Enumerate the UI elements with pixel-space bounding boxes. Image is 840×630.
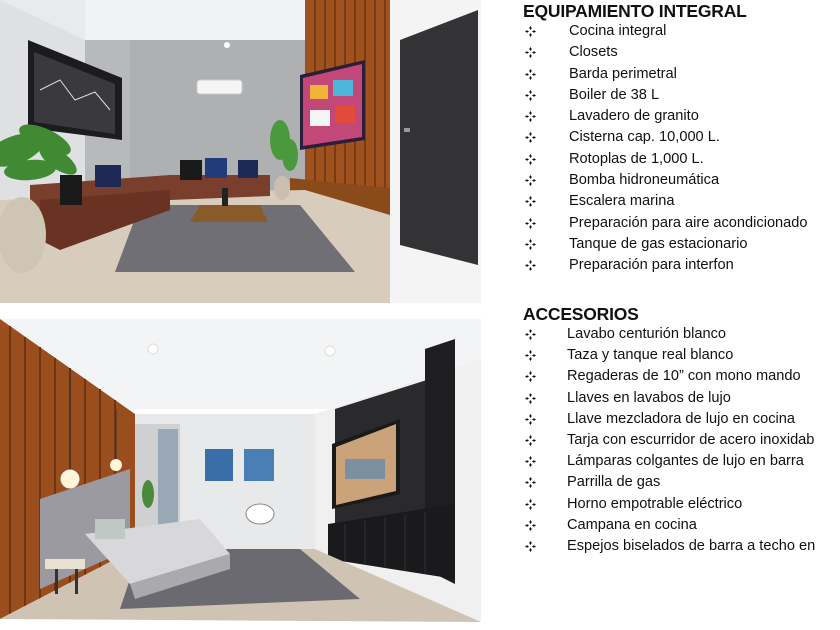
equipamiento-item: [523, 21, 840, 42]
four-diamond-bullet-icon: [525, 515, 539, 536]
equipamiento-item-label: Rotoplas de 1,000 L.: [569, 150, 704, 167]
four-diamond-bullet-icon: [525, 149, 539, 170]
four-diamond-bullet-icon: [525, 536, 539, 557]
accesorios-item: [523, 430, 840, 451]
equipamiento-item-label: Preparación para interfon: [569, 257, 734, 274]
accesorios-section: [523, 303, 840, 557]
equipamiento-item-label: Barda perimetral: [569, 65, 677, 82]
equipamiento-item: [523, 42, 840, 63]
equipamiento-item-label: Boiler de 38 L: [569, 86, 660, 103]
equipamiento-item-label: Cocina integral: [569, 23, 667, 39]
equipamiento-item: [523, 234, 840, 255]
four-diamond-bullet-icon: [525, 409, 539, 430]
equipamiento-item: [523, 191, 840, 212]
four-diamond-bullet-icon: [525, 64, 539, 85]
accesorios-item-label: Espejos biselados de barra a techo en: [567, 537, 816, 554]
four-diamond-bullet-icon: [525, 85, 539, 106]
equipamiento-list: [523, 21, 840, 277]
four-diamond-bullet-icon: [525, 451, 539, 472]
equipamiento-item: [523, 255, 840, 276]
accesorios-item-label: Llaves en lavabos de lujo: [567, 389, 731, 406]
equipamiento-title: EQUIPAMIENTO INTEGRAL: [523, 1, 747, 21]
four-diamond-bullet-icon: [525, 127, 539, 148]
accesorios-item-label: Lavabo centurión blanco: [567, 326, 727, 342]
four-diamond-bullet-icon: [525, 213, 539, 234]
four-diamond-bullet-icon: [525, 234, 539, 255]
four-diamond-bullet-icon: [525, 255, 539, 276]
accesorios-item-label: Llave mezcladora de lujo en cocina: [567, 410, 795, 427]
four-diamond-bullet-icon: [525, 21, 539, 42]
accesorios-item-label: Horno empotrable eléctrico: [567, 495, 743, 512]
accesorios-item-label: Taza y tanque real blanco: [567, 347, 734, 364]
accesorios-item: [523, 536, 840, 557]
four-diamond-bullet-icon: [525, 494, 539, 515]
accesorios-item: [523, 515, 840, 536]
four-diamond-bullet-icon: [525, 170, 539, 191]
equipamiento-item: [523, 64, 840, 85]
accesorios-title: ACCESORIOS: [523, 304, 639, 324]
equipamiento-item-label: Preparación para aire acondicionado: [569, 214, 808, 231]
equipamiento-item-label: Tanque de gas estacionario: [569, 235, 748, 252]
accesorios-item-label: Campana en cocina: [567, 516, 697, 533]
four-diamond-bullet-icon: [525, 42, 539, 63]
equipamiento-item-label: Bomba hidroneumática: [569, 172, 720, 189]
four-diamond-bullet-icon: [525, 388, 539, 409]
four-diamond-bullet-icon: [525, 106, 539, 127]
equipamiento-item-label: Escalera marina: [569, 193, 675, 210]
equipamiento-item: [523, 149, 840, 170]
accesorios-item: [523, 409, 840, 430]
four-diamond-bullet-icon: [525, 366, 539, 387]
four-diamond-bullet-icon: [525, 430, 539, 451]
four-diamond-bullet-icon: [525, 324, 539, 345]
equipamiento-item: [523, 85, 840, 106]
accesorios-item-label: Parrilla de gas: [567, 474, 661, 491]
equipamiento-item: [523, 213, 840, 234]
accesorios-item-label: Lámparas colgantes de lujo en barra: [567, 453, 804, 470]
accesorios-item: [523, 366, 840, 387]
accesorios-list: [523, 324, 840, 557]
equipamiento-item: [523, 106, 840, 127]
accesorios-item: [523, 494, 840, 515]
four-diamond-bullet-icon: [525, 472, 539, 493]
accesorios-item: [523, 345, 840, 366]
equipamiento-item-label: Cisterna cap. 10,000 L.: [569, 129, 720, 146]
bedroom-render: [0, 319, 481, 622]
four-diamond-bullet-icon: [525, 191, 539, 212]
equipamiento-section: [523, 0, 840, 277]
equipamiento-item: [523, 170, 840, 191]
equipamiento-item-label: Closets: [569, 44, 618, 61]
accesorios-item: [523, 324, 840, 345]
accesorios-item-label: Regaderas de 10” con mono mando: [567, 368, 801, 385]
four-diamond-bullet-icon: [525, 345, 539, 366]
accesorios-item: [523, 451, 840, 472]
equipamiento-item: [523, 127, 840, 148]
accesorios-item-label: Tarja con escurridor de acero inoxidab: [567, 431, 815, 448]
accesorios-item: [523, 388, 840, 409]
living-room-render: [0, 0, 481, 303]
accesorios-item: [523, 472, 840, 493]
equipamiento-item-label: Lavadero de granito: [569, 108, 699, 125]
